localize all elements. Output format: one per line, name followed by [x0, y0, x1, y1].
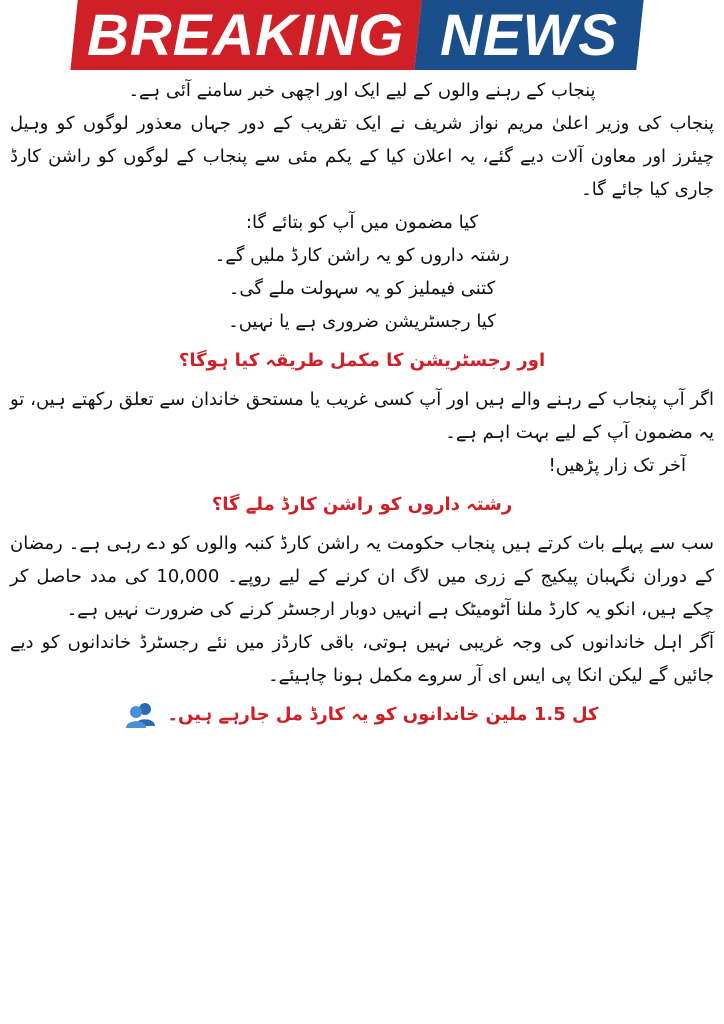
registration-heading: اور رجسٹریشن کا مکمل طریقہ کیا ہوگا؟ — [178, 350, 546, 371]
list-item: کیا رجسٹریشن ضروری ہے یا نہیں۔ — [228, 311, 496, 332]
eligibility-note-paragraph: آگر اہل خاندانوں کی وجہ غریبی نہیں ہوتی، باقی کارڈز میں نئے رجسٹرڈ خاندانوں کو دیے جائیں گے لیکن انکا پی ایس ای آر سروے مکمل ہونا چاہیئے۔ — [10, 632, 714, 686]
list-intro: کیا مضمون میں آپ کو بتائے گا: — [245, 212, 479, 233]
eligibility-paragraph: اگر آپ پنجاب کے رہنے والے ہیں اور آپ کسی غریب یا مستحق خاندان سے تعلق رکھتے ہیں، تو یہ مضمون آپ کے لیے بہت اہم ہے۔ — [10, 389, 714, 443]
read-more-line: آخر تک زار پڑھیں! — [548, 455, 686, 476]
banner-left-block — [70, 0, 421, 70]
list-item: کتنی فیملیز کو یہ سہولت ملے گی۔ — [228, 278, 496, 299]
footer-text: کل 1.5 ملین خاندانوں کو یہ کارڈ مل جارہے ہیں۔ — [167, 704, 599, 725]
banner-right-text: NEWS — [440, 2, 618, 68]
banner-left-text: BREAKING — [87, 2, 405, 68]
banner-right-block — [414, 0, 643, 70]
relatives-heading: رشتہ داروں کو راشن کارڈ ملے گا؟ — [211, 494, 513, 515]
article-body — [10, 74, 714, 731]
chat-users-icon — [125, 702, 157, 728]
breaking-news-banner — [70, 0, 643, 70]
announcement-paragraph: پنجاب کی وزیر اعلیٰ مریم نواز شریف نے ایک تقریب کے دور جہاں معذور لوگوں کو وہیل چیئرز اور معاون آلات دیے گئے، یہ اعلان کیا کے یکم مئی سے پنجاب کے لوگوں کو راشن کارڈ جاری کیا جائے گا۔ — [10, 113, 714, 200]
intro-paragraph: پنجاب کے رہنے والوں کے لیے ایک اور اچھی خبر سامنے آئی ہے۔ — [128, 80, 596, 101]
footer-line — [10, 698, 714, 731]
details-paragraph: سب سے پہلے بات کرتے ہیں پنجاب حکومت یہ راشن کارڈ کنبہ والوں کو دے رہی ہے۔ رمضان کے دوران نگہبان پیکیج کے زری میں لاگ ان کرنے کے لیے روپے۔ 10,000 کی مدد حاصل کر چکے ہیں، انکو یہ کارڈ ملنا آٹومیٹک ہے انہیں دوبار ارجسٹر کرنے کی ضرورت نہیں ہے۔ — [10, 533, 714, 620]
list-item: رشتہ داروں کو یہ راشن کارڈ ملیں گے۔ — [214, 245, 510, 266]
